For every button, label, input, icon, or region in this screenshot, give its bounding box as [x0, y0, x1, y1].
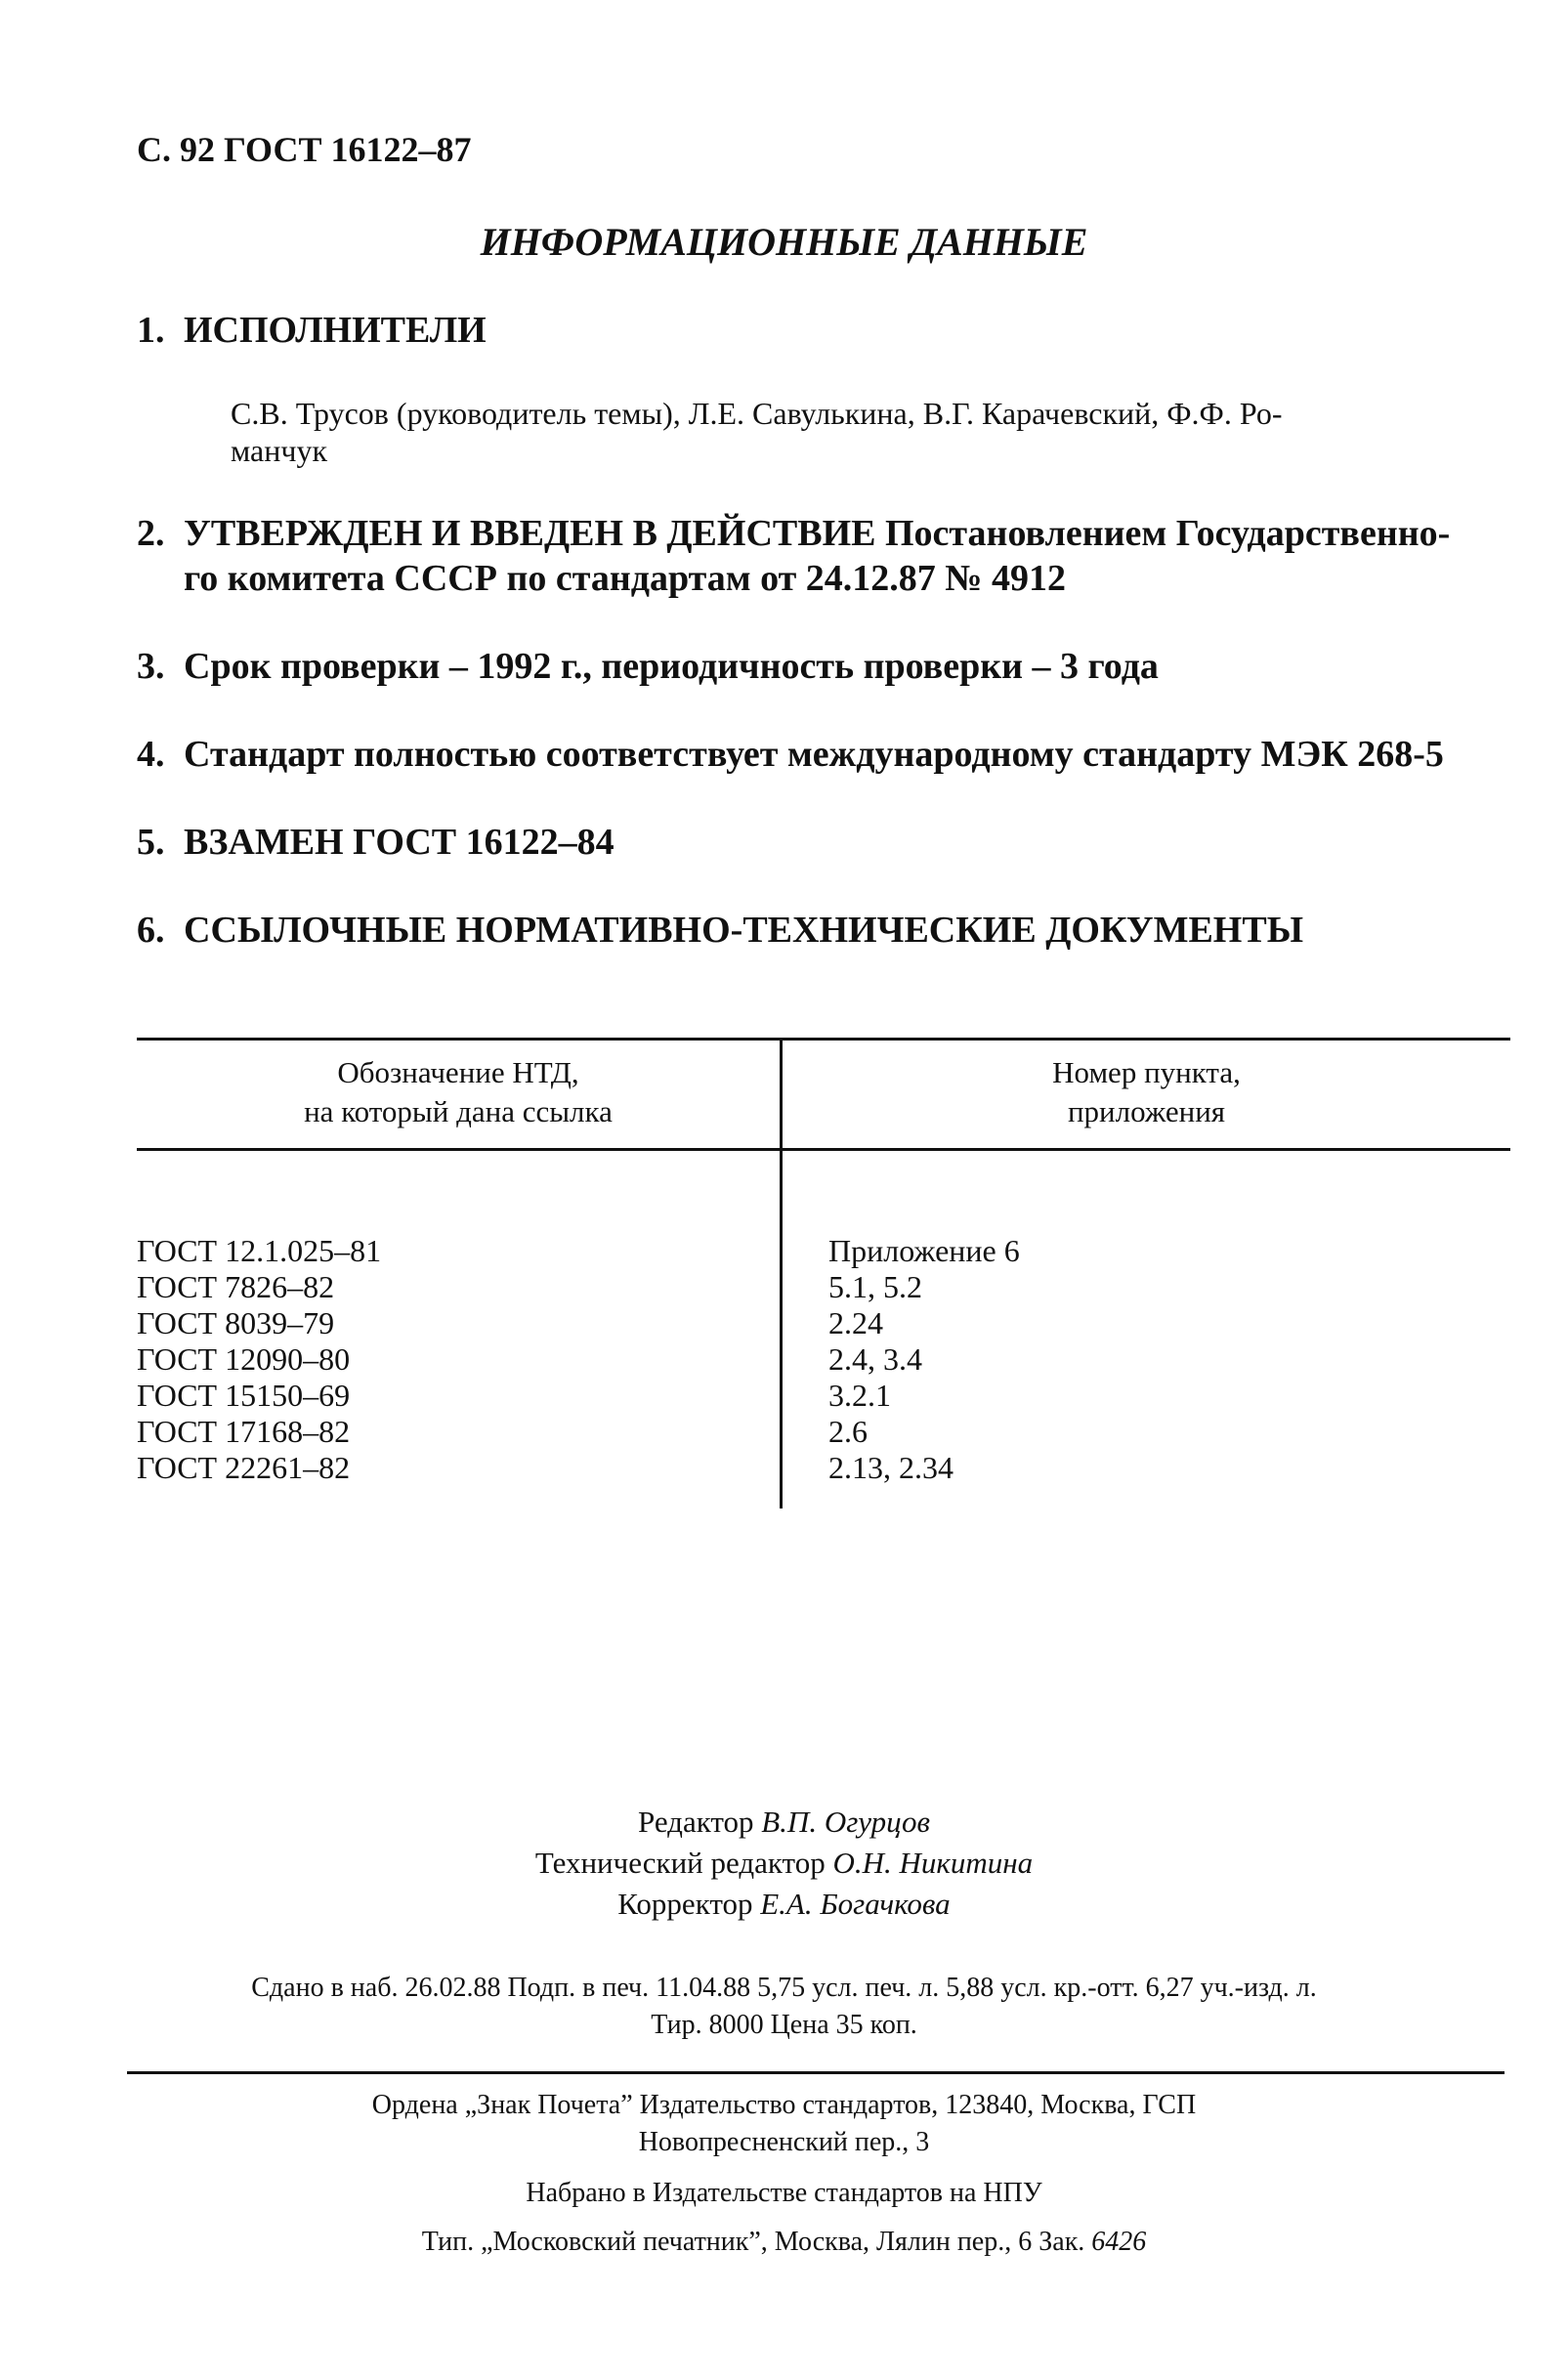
table-row: 3.2.1 — [828, 1378, 891, 1413]
imprint-line-1: Сдано в наб. 26.02.88 Подп. в печ. 11.04.88 5,75 усл. печ. л. 5,88 усл. кр.-отт. 6,27 уч.-изд. л. — [251, 1973, 1317, 2003]
publisher-line-1: Ордена „Знак Почета” Издательство стандартов, 123840, Москва, ГСП — [371, 2090, 1197, 2120]
editor-line — [0, 1802, 1568, 1843]
corrector-line — [0, 1884, 1568, 1925]
section-label: ССЫЛОЧНЫЕ НОРМАТИВНО-ТЕХНИЧЕСКИЕ ДОКУМЕНТЫ — [184, 910, 1304, 951]
page-header: С. 92 ГОСТ 16122–87 — [137, 130, 472, 169]
table-row: ГОСТ 7826–82 — [137, 1269, 335, 1304]
col1-line2: на который дана ссылка — [304, 1094, 613, 1128]
section-label: Срок проверки – 1992 г., периодичность проверки – 3 года — [184, 646, 1159, 687]
table-header-rule — [137, 1148, 1510, 1151]
table-row: 2.6 — [828, 1414, 868, 1449]
table-row: 5.1, 5.2 — [828, 1269, 922, 1304]
imprint-block — [0, 1970, 1568, 2044]
approval-continuation: го комитета СССР по стандартам от 24.12.87 № 4912 — [184, 558, 1066, 599]
section-6 — [137, 909, 1303, 952]
table-col-docs — [137, 1233, 381, 1486]
section-3 — [137, 645, 1159, 688]
col1-line1: Обозначение НТД, — [337, 1055, 579, 1089]
tech-editor-name: О.Н. Никитина — [832, 1846, 1034, 1880]
section-number: 3. — [137, 646, 165, 687]
section-1 — [137, 309, 487, 352]
table-row: ГОСТ 22261–82 — [137, 1450, 351, 1485]
section-number: 6. — [137, 910, 165, 951]
credits-block — [0, 1802, 1568, 1925]
tech-editor-label: Технический редактор — [534, 1846, 826, 1880]
section-label: ВЗАМЕН ГОСТ 16122–84 — [184, 822, 614, 863]
corrector-label: Корректор — [617, 1887, 753, 1921]
table-row: 2.13, 2.34 — [828, 1450, 954, 1485]
section-number: 5. — [137, 822, 165, 863]
table-row: ГОСТ 12090–80 — [137, 1341, 351, 1377]
table-row: ГОСТ 15150–69 — [137, 1378, 351, 1413]
table-row: 2.4, 3.4 — [828, 1341, 922, 1377]
col2-line2: приложения — [1067, 1094, 1226, 1128]
section-5 — [137, 821, 614, 864]
section-number: 4. — [137, 734, 165, 775]
table-row: ГОСТ 12.1.025–81 — [137, 1233, 382, 1268]
authors-line-2: манчук — [231, 433, 327, 468]
typeset-line: Набрано в Издательстве стандартов на НПУ — [526, 2178, 1042, 2208]
table-row: 2.24 — [828, 1305, 883, 1340]
section-4 — [137, 733, 1444, 776]
imprint-line-2: Тир. 8000 Цена 35 коп. — [651, 2010, 917, 2040]
table-col-refs — [828, 1233, 1020, 1486]
table-header-col1 — [137, 1053, 780, 1131]
corrector-name: Е.А. Богачкова — [760, 1887, 951, 1921]
section-number: 1. — [137, 310, 165, 351]
table-header-col2 — [783, 1053, 1510, 1131]
table-row: Приложение 6 — [828, 1233, 1020, 1268]
table-row: ГОСТ 8039–79 — [137, 1305, 335, 1340]
page-title: ИНФОРМАЦИОННЫЕ ДАННЫЕ — [480, 220, 1088, 264]
printer-text: Тип. „Московский печатник”, Москва, Лялин пер., 6 Зак. — [421, 2227, 1085, 2257]
editor-name: В.П. Огурцов — [761, 1805, 930, 1839]
section-label: УТВЕРЖДЕН И ВВЕДЕН В ДЕЙСТВИЕ Постановлением Государственно- — [184, 513, 1451, 554]
footer-rule — [127, 2071, 1504, 2074]
tech-editor-line — [0, 1843, 1568, 1884]
col2-line1: Номер пункта, — [1052, 1055, 1241, 1089]
section-label: ИСПОЛНИТЕЛИ — [184, 310, 487, 351]
publisher-line-2: Новопресненский пер., 3 — [638, 2127, 930, 2157]
order-number: 6426 — [1091, 2227, 1147, 2257]
printer-line — [0, 2224, 1568, 2261]
editor-label: Редактор — [637, 1805, 754, 1839]
section-2 — [137, 512, 1450, 555]
publisher-block — [0, 2087, 1568, 2161]
table-top-rule — [137, 1038, 1510, 1041]
table-row: ГОСТ 17168–82 — [137, 1414, 351, 1449]
authors-line-1: С.В. Трусов (руководитель темы), Л.Е. Савулькина, В.Г. Карачевский, Ф.Ф. Ро- — [231, 396, 1283, 431]
section-number: 2. — [137, 513, 165, 554]
section-label: Стандарт полностью соответствует международному стандарту МЭК 268-5 — [184, 734, 1444, 775]
